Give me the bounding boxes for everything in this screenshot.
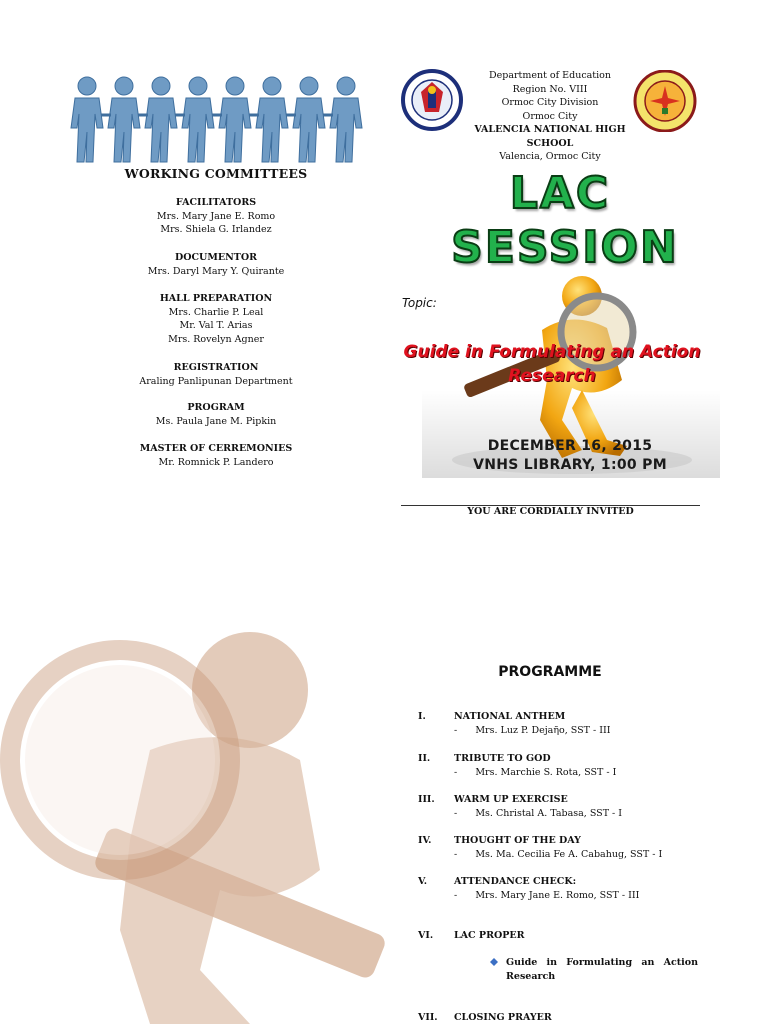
committee-heading: HALL PREPARATION [159,293,273,304]
item-number: VII. [418,1012,438,1023]
item-title: WARM UP EXERCISE [454,794,568,805]
item-title: NATIONAL ANTHEM [454,711,566,722]
institution-header [450,69,650,164]
item-person: - Mrs. Luz P. Dejaῆo, SST - III [454,724,611,736]
item-number: II. [418,753,431,764]
item-person: - Ms. Christal A. Tabasa, SST - I [454,807,623,819]
item-title: CLOSING PRAYER [454,1012,552,1023]
committee-member: Mrs. Shiela G. Irlandez [160,224,272,235]
session-date: DECEMBER 16, 2015 [487,438,653,454]
committee-member: Mrs. Rovelyn Agner [168,333,264,345]
item-person: - Mrs. Marchie S. Rota, SST - I [454,766,617,778]
sub-item-line: Research [506,970,556,982]
committee-program [67,401,365,428]
item-person: - Mrs. Mary Jane E. Romo, SST - III [454,889,640,901]
item-person: - Ms. Ma. Cecilia Fe A. Cabahug, SST - I [454,848,663,860]
committee-hall-preparation [67,292,365,346]
committee-member: Ms. Paula Jane M. Pipkin [155,415,277,427]
programme-title: PROGRAMME [498,664,602,680]
committee-facilitators [67,196,365,237]
item-number: VI. [418,930,434,941]
item-title: ATTENDANCE CHECK: [454,876,577,887]
sub-item-line: Guide in Formulating an Action [506,957,698,968]
school-name: VALENCIA NATIONAL HIGH SCHOOL [474,124,626,149]
committee-member: Mrs. Charlie P. Leal [168,306,264,318]
header-line: Ormoc City [522,110,578,122]
topic-title [402,340,702,388]
item-title: LAC PROPER [454,930,525,941]
topic-line: Research [508,366,596,386]
committee-heading: MASTER OF CERREMONIES [139,443,293,454]
committee-member: Mrs. Mary Jane E. Romo [156,210,276,222]
committee-heading: DOCUMENTOR [174,252,258,263]
session-venue: VNHS LIBRARY, 1:00 PM [473,457,667,473]
bullet-icon [490,958,498,966]
people-chain-icon [67,70,365,166]
item-number: III. [418,794,435,805]
session-title-lac: LAC [509,168,611,219]
school-address: Valencia, Ormoc City [499,151,601,162]
header-line: Region No. VIII [512,83,588,95]
item-number: I. [418,711,426,722]
committee-member: Araling Panlipunan Department [139,375,293,387]
committees-title: WORKING COMMITTEES [124,166,308,181]
item-title: THOUGHT OF THE DAY [454,835,581,846]
committee-registration [67,361,365,388]
committee-heading: FACILITATORS [175,197,257,208]
committee-documentor [67,251,365,278]
item-number: IV. [418,835,432,846]
topic-line: Guide in Formulating an Action [403,342,701,362]
committee-master-of-ceremonies [67,442,365,469]
header-line: Ormoc City Division [501,97,599,108]
item-title: TRIBUTE TO GOD [454,753,551,764]
committee-member: Mr. Val T. Arias [179,320,253,331]
topic-label: Topic: [402,296,437,310]
committee-heading: PROGRAM [187,402,245,413]
item-number: V. [418,876,428,887]
session-title-session: SESSION [451,222,679,273]
header-line: Department of Education [489,70,611,81]
magnifier-figure-icon [0,610,420,1024]
invitation-line: YOU ARE CORDIALLY INVITED [467,506,634,517]
committee-member: Mr. Romnick P. Landero [158,456,274,468]
committee-heading: REGISTRATION [173,362,259,373]
committee-member: Mrs. Daryl Mary Y. Quirante [147,265,285,277]
